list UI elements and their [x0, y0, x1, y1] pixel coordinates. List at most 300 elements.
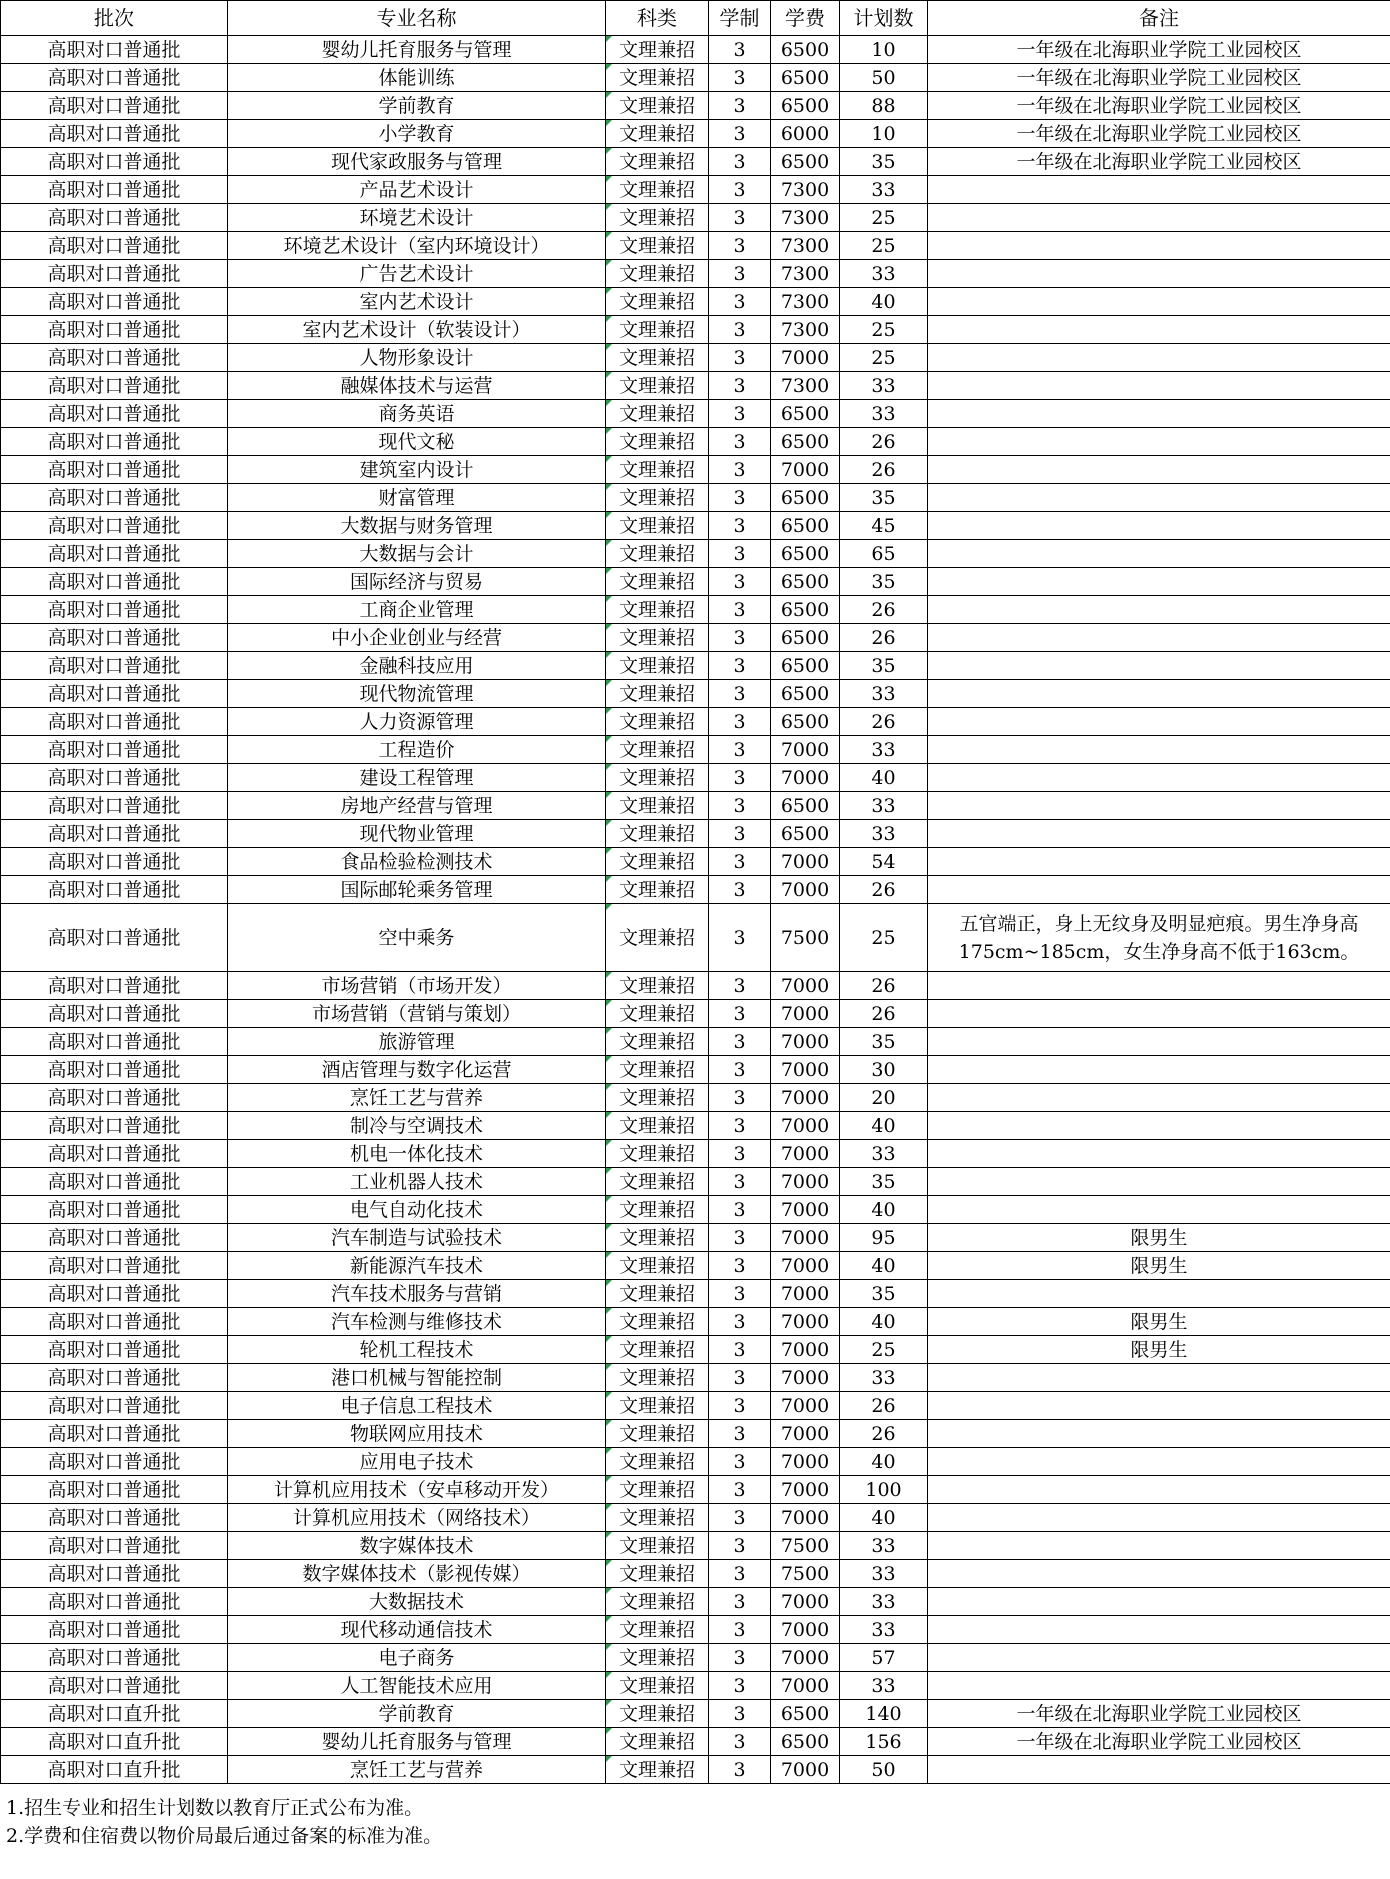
table-row [1, 1252, 1390, 1280]
table-row [1, 1140, 1390, 1168]
cell-duration: 3 [709, 1448, 771, 1476]
cell-major: 人力资源管理 [228, 708, 606, 736]
cell-duration: 3 [709, 232, 771, 260]
table-row [1, 1532, 1390, 1560]
cell-duration: 3 [709, 1084, 771, 1112]
cell-tuition: 7500 [771, 904, 840, 972]
table-row [1, 736, 1390, 764]
cell-duration: 3 [709, 316, 771, 344]
cell-subject: 文理兼招 [606, 1392, 709, 1420]
cell-remarks [928, 596, 1390, 624]
cell-subject: 文理兼招 [606, 148, 709, 176]
table-row [1, 792, 1390, 820]
cell-remarks [928, 1504, 1390, 1532]
cell-subject: 文理兼招 [606, 512, 709, 540]
cell-remarks [928, 176, 1390, 204]
cell-tuition: 7000 [771, 1224, 840, 1252]
cell-batch: 高职对口直升批 [1, 1700, 228, 1728]
cell-tuition: 7000 [771, 344, 840, 372]
cell-quota: 40 [840, 288, 928, 316]
col-header-quota: 计划数 [840, 1, 928, 36]
cell-duration: 3 [709, 904, 771, 972]
cell-tuition: 7000 [771, 1252, 840, 1280]
cell-duration: 3 [709, 680, 771, 708]
cell-tuition: 7000 [771, 1448, 840, 1476]
cell-batch: 高职对口普通批 [1, 92, 228, 120]
cell-major: 空中乘务 [228, 904, 606, 972]
cell-subject: 文理兼招 [606, 1672, 709, 1700]
cell-subject: 文理兼招 [606, 92, 709, 120]
cell-quota: 40 [840, 1504, 928, 1532]
cell-subject: 文理兼招 [606, 1756, 709, 1784]
cell-major: 新能源汽车技术 [228, 1252, 606, 1280]
cell-duration: 3 [709, 36, 771, 64]
cell-tuition: 7000 [771, 1756, 840, 1784]
cell-subject: 文理兼招 [606, 1308, 709, 1336]
cell-quota: 26 [840, 708, 928, 736]
cell-remarks [928, 708, 1390, 736]
cell-subject: 文理兼招 [606, 1700, 709, 1728]
cell-duration: 3 [709, 1364, 771, 1392]
cell-major: 婴幼儿托育服务与管理 [228, 36, 606, 64]
cell-tuition: 6500 [771, 820, 840, 848]
cell-tuition: 7000 [771, 1420, 840, 1448]
table-row [1, 1700, 1390, 1728]
cell-tuition: 7300 [771, 204, 840, 232]
table-row [1, 64, 1390, 92]
table-row [1, 148, 1390, 176]
cell-subject: 文理兼招 [606, 1476, 709, 1504]
cell-remarks [928, 260, 1390, 288]
cell-batch: 高职对口普通批 [1, 1448, 228, 1476]
cell-major: 汽车制造与试验技术 [228, 1224, 606, 1252]
cell-tuition: 7000 [771, 1392, 840, 1420]
cell-tuition: 6500 [771, 92, 840, 120]
cell-batch: 高职对口普通批 [1, 512, 228, 540]
cell-major: 大数据技术 [228, 1588, 606, 1616]
cell-major: 国际经济与贸易 [228, 568, 606, 596]
cell-duration: 3 [709, 540, 771, 568]
cell-remarks [928, 1532, 1390, 1560]
cell-subject: 文理兼招 [606, 540, 709, 568]
cell-tuition: 6500 [771, 148, 840, 176]
cell-tuition: 7000 [771, 1084, 840, 1112]
cell-quota: 33 [840, 400, 928, 428]
table-row [1, 344, 1390, 372]
cell-remarks [928, 1644, 1390, 1672]
cell-quota: 26 [840, 876, 928, 904]
cell-duration: 3 [709, 456, 771, 484]
cell-tuition: 7000 [771, 1364, 840, 1392]
cell-duration: 3 [709, 764, 771, 792]
cell-batch: 高职对口普通批 [1, 1364, 228, 1392]
cell-subject: 文理兼招 [606, 456, 709, 484]
cell-remarks [928, 428, 1390, 456]
table-row [1, 1000, 1390, 1028]
cell-remarks [928, 820, 1390, 848]
cell-duration: 3 [709, 1756, 771, 1784]
cell-subject: 文理兼招 [606, 204, 709, 232]
cell-remarks [928, 568, 1390, 596]
cell-major: 烹饪工艺与营养 [228, 1084, 606, 1112]
cell-batch: 高职对口普通批 [1, 456, 228, 484]
cell-quota: 20 [840, 1084, 928, 1112]
cell-quota: 25 [840, 316, 928, 344]
cell-quota: 26 [840, 624, 928, 652]
cell-quota: 33 [840, 680, 928, 708]
cell-remarks [928, 1588, 1390, 1616]
table-row [1, 1336, 1390, 1364]
cell-subject: 文理兼招 [606, 400, 709, 428]
cell-duration: 3 [709, 92, 771, 120]
cell-duration: 3 [709, 820, 771, 848]
cell-subject: 文理兼招 [606, 1532, 709, 1560]
cell-subject: 文理兼招 [606, 904, 709, 972]
cell-tuition: 7000 [771, 1504, 840, 1532]
table-row [1, 1392, 1390, 1420]
cell-remarks: 一年级在北海职业学院工业园校区 [928, 92, 1390, 120]
cell-batch: 高职对口普通批 [1, 1280, 228, 1308]
cell-remarks [928, 344, 1390, 372]
cell-duration: 3 [709, 1504, 771, 1532]
cell-subject: 文理兼招 [606, 708, 709, 736]
cell-quota: 35 [840, 568, 928, 596]
cell-remarks [928, 652, 1390, 680]
cell-remarks: 一年级在北海职业学院工业园校区 [928, 120, 1390, 148]
cell-quota: 35 [840, 1280, 928, 1308]
cell-major: 婴幼儿托育服务与管理 [228, 1728, 606, 1756]
table-row [1, 904, 1390, 972]
cell-remarks: 限男生 [928, 1336, 1390, 1364]
table-row [1, 1644, 1390, 1672]
table-row [1, 204, 1390, 232]
cell-quota: 26 [840, 428, 928, 456]
cell-remarks: 一年级在北海职业学院工业园校区 [928, 64, 1390, 92]
cell-quota: 35 [840, 652, 928, 680]
cell-batch: 高职对口普通批 [1, 1420, 228, 1448]
cell-subject: 文理兼招 [606, 596, 709, 624]
cell-remarks [928, 1672, 1390, 1700]
cell-remarks: 限男生 [928, 1308, 1390, 1336]
cell-batch: 高职对口普通批 [1, 428, 228, 456]
cell-quota: 30 [840, 1056, 928, 1084]
cell-batch: 高职对口普通批 [1, 148, 228, 176]
cell-duration: 3 [709, 484, 771, 512]
cell-quota: 33 [840, 736, 928, 764]
cell-quota: 40 [840, 1252, 928, 1280]
cell-tuition: 7300 [771, 316, 840, 344]
cell-major: 小学教育 [228, 120, 606, 148]
table-row [1, 1196, 1390, 1224]
cell-batch: 高职对口普通批 [1, 708, 228, 736]
cell-remarks: 一年级在北海职业学院工业园校区 [928, 1700, 1390, 1728]
table-row [1, 624, 1390, 652]
cell-quota: 40 [840, 1448, 928, 1476]
cell-subject: 文理兼招 [606, 1252, 709, 1280]
cell-quota: 45 [840, 512, 928, 540]
cell-subject: 文理兼招 [606, 820, 709, 848]
cell-remarks [928, 1364, 1390, 1392]
cell-duration: 3 [709, 1420, 771, 1448]
cell-subject: 文理兼招 [606, 372, 709, 400]
cell-subject: 文理兼招 [606, 1448, 709, 1476]
cell-subject: 文理兼招 [606, 1084, 709, 1112]
cell-remarks [928, 876, 1390, 904]
cell-major: 商务英语 [228, 400, 606, 428]
cell-tuition: 7500 [771, 1532, 840, 1560]
cell-duration: 3 [709, 1140, 771, 1168]
col-header-remarks: 备注 [928, 1, 1390, 36]
cell-subject: 文理兼招 [606, 1168, 709, 1196]
cell-batch: 高职对口普通批 [1, 848, 228, 876]
cell-quota: 35 [840, 484, 928, 512]
cell-major: 现代移动通信技术 [228, 1616, 606, 1644]
cell-remarks [928, 204, 1390, 232]
cell-tuition: 7000 [771, 972, 840, 1000]
cell-batch: 高职对口普通批 [1, 372, 228, 400]
cell-major: 体能训练 [228, 64, 606, 92]
cell-quota: 33 [840, 176, 928, 204]
table-row [1, 1672, 1390, 1700]
table-row [1, 876, 1390, 904]
cell-major: 金融科技应用 [228, 652, 606, 680]
cell-remarks [928, 372, 1390, 400]
cell-remarks [928, 1028, 1390, 1056]
cell-batch: 高职对口普通批 [1, 876, 228, 904]
cell-remarks [928, 484, 1390, 512]
cell-remarks [928, 1196, 1390, 1224]
cell-remarks [928, 1560, 1390, 1588]
cell-quota: 100 [840, 1476, 928, 1504]
cell-duration: 3 [709, 1056, 771, 1084]
cell-tuition: 7300 [771, 288, 840, 316]
cell-tuition: 6500 [771, 792, 840, 820]
cell-major: 学前教育 [228, 92, 606, 120]
cell-major: 室内艺术设计（软装设计） [228, 316, 606, 344]
cell-tuition: 7300 [771, 232, 840, 260]
cell-major: 现代物业管理 [228, 820, 606, 848]
cell-quota: 25 [840, 1336, 928, 1364]
cell-batch: 高职对口普通批 [1, 1392, 228, 1420]
cell-subject: 文理兼招 [606, 1616, 709, 1644]
cell-batch: 高职对口直升批 [1, 1756, 228, 1784]
cell-tuition: 7000 [771, 1672, 840, 1700]
cell-remarks [928, 1392, 1390, 1420]
cell-major: 酒店管理与数字化运营 [228, 1056, 606, 1084]
cell-duration: 3 [709, 148, 771, 176]
cell-subject: 文理兼招 [606, 736, 709, 764]
cell-major: 汽车检测与维修技术 [228, 1308, 606, 1336]
cell-subject: 文理兼招 [606, 232, 709, 260]
cell-quota: 33 [840, 792, 928, 820]
table-row [1, 1112, 1390, 1140]
cell-duration: 3 [709, 1252, 771, 1280]
cell-tuition: 7300 [771, 176, 840, 204]
cell-subject: 文理兼招 [606, 484, 709, 512]
footnotes [6, 1794, 442, 1850]
cell-major: 市场营销（营销与策划） [228, 1000, 606, 1028]
cell-subject: 文理兼招 [606, 316, 709, 344]
table-row [1, 1504, 1390, 1532]
cell-tuition: 7000 [771, 1588, 840, 1616]
table-row [1, 176, 1390, 204]
table-row [1, 1224, 1390, 1252]
cell-tuition: 7000 [771, 456, 840, 484]
cell-remarks [928, 1112, 1390, 1140]
cell-remarks: 一年级在北海职业学院工业园校区 [928, 36, 1390, 64]
cell-duration: 3 [709, 1700, 771, 1728]
cell-major: 计算机应用技术（安卓移动开发） [228, 1476, 606, 1504]
cell-subject: 文理兼招 [606, 568, 709, 596]
cell-duration: 3 [709, 1728, 771, 1756]
cell-tuition: 6500 [771, 1728, 840, 1756]
cell-major: 制冷与空调技术 [228, 1112, 606, 1140]
table-row [1, 764, 1390, 792]
cell-batch: 高职对口普通批 [1, 288, 228, 316]
cell-quota: 57 [840, 1644, 928, 1672]
cell-duration: 3 [709, 64, 771, 92]
cell-batch: 高职对口普通批 [1, 1028, 228, 1056]
table-row [1, 1084, 1390, 1112]
cell-duration: 3 [709, 1112, 771, 1140]
table-row [1, 1476, 1390, 1504]
col-header-major: 专业名称 [228, 1, 606, 36]
cell-remarks [928, 1168, 1390, 1196]
table-row [1, 1056, 1390, 1084]
cell-major: 环境艺术设计（室内环境设计） [228, 232, 606, 260]
footnote-1: 1.招生专业和招生计划数以教育厅正式公布为准。 [6, 1797, 424, 1819]
table-row [1, 456, 1390, 484]
cell-subject: 文理兼招 [606, 64, 709, 92]
cell-subject: 文理兼招 [606, 1560, 709, 1588]
cell-subject: 文理兼招 [606, 1644, 709, 1672]
cell-major: 机电一体化技术 [228, 1140, 606, 1168]
cell-duration: 3 [709, 1644, 771, 1672]
cell-duration: 3 [709, 1616, 771, 1644]
cell-subject: 文理兼招 [606, 1224, 709, 1252]
table-row [1, 652, 1390, 680]
cell-batch: 高职对口普通批 [1, 484, 228, 512]
cell-tuition: 7000 [771, 1280, 840, 1308]
cell-quota: 65 [840, 540, 928, 568]
cell-tuition: 6500 [771, 652, 840, 680]
cell-major: 数字媒体技术（影视传媒） [228, 1560, 606, 1588]
cell-subject: 文理兼招 [606, 1336, 709, 1364]
cell-batch: 高职对口普通批 [1, 904, 228, 972]
cell-tuition: 6500 [771, 708, 840, 736]
cell-tuition: 6500 [771, 64, 840, 92]
cell-batch: 高职对口普通批 [1, 540, 228, 568]
cell-remarks [928, 972, 1390, 1000]
cell-tuition: 7000 [771, 1140, 840, 1168]
cell-quota: 54 [840, 848, 928, 876]
cell-tuition: 7000 [771, 1616, 840, 1644]
cell-duration: 3 [709, 568, 771, 596]
cell-major: 食品检验检测技术 [228, 848, 606, 876]
cell-remarks [928, 736, 1390, 764]
cell-duration: 3 [709, 176, 771, 204]
cell-tuition: 7000 [771, 1056, 840, 1084]
cell-batch: 高职对口普通批 [1, 736, 228, 764]
cell-subject: 文理兼招 [606, 1196, 709, 1224]
cell-subject: 文理兼招 [606, 876, 709, 904]
cell-tuition: 7000 [771, 764, 840, 792]
cell-tuition: 6500 [771, 512, 840, 540]
cell-tuition: 6500 [771, 484, 840, 512]
cell-subject: 文理兼招 [606, 260, 709, 288]
cell-batch: 高职对口普通批 [1, 764, 228, 792]
cell-duration: 3 [709, 204, 771, 232]
cell-quota: 25 [840, 904, 928, 972]
cell-batch: 高职对口普通批 [1, 204, 228, 232]
cell-major: 室内艺术设计 [228, 288, 606, 316]
cell-tuition: 7300 [771, 372, 840, 400]
cell-batch: 高职对口普通批 [1, 120, 228, 148]
cell-batch: 高职对口普通批 [1, 820, 228, 848]
cell-subject: 文理兼招 [606, 1728, 709, 1756]
cell-tuition: 7000 [771, 1196, 840, 1224]
cell-tuition: 6500 [771, 680, 840, 708]
cell-tuition: 6500 [771, 400, 840, 428]
cell-tuition: 6500 [771, 596, 840, 624]
table-row [1, 972, 1390, 1000]
cell-tuition: 6500 [771, 1700, 840, 1728]
cell-major: 市场营销（市场开发） [228, 972, 606, 1000]
cell-remarks [928, 1140, 1390, 1168]
cell-duration: 3 [709, 428, 771, 456]
cell-quota: 33 [840, 1364, 928, 1392]
cell-major: 电子信息工程技术 [228, 1392, 606, 1420]
cell-quota: 50 [840, 64, 928, 92]
table-row [1, 92, 1390, 120]
cell-quota: 26 [840, 1420, 928, 1448]
cell-subject: 文理兼招 [606, 1028, 709, 1056]
cell-subject: 文理兼招 [606, 792, 709, 820]
cell-batch: 高职对口普通批 [1, 652, 228, 680]
cell-major: 中小企业创业与经营 [228, 624, 606, 652]
footnote-2: 2.学费和住宿费以物价局最后通过备案的标准为准。 [6, 1825, 443, 1847]
cell-duration: 3 [709, 708, 771, 736]
cell-remarks [928, 764, 1390, 792]
cell-batch: 高职对口普通批 [1, 316, 228, 344]
cell-major: 广告艺术设计 [228, 260, 606, 288]
table-row [1, 232, 1390, 260]
cell-subject: 文理兼招 [606, 1140, 709, 1168]
cell-tuition: 7000 [771, 848, 840, 876]
table-row [1, 1728, 1390, 1756]
cell-duration: 3 [709, 1308, 771, 1336]
col-header-subject: 科类 [606, 1, 709, 36]
table-row [1, 484, 1390, 512]
cell-quota: 26 [840, 1392, 928, 1420]
cell-remarks [928, 1448, 1390, 1476]
cell-remarks [928, 1420, 1390, 1448]
cell-duration: 3 [709, 736, 771, 764]
cell-remarks [928, 400, 1390, 428]
cell-subject: 文理兼招 [606, 428, 709, 456]
cell-quota: 33 [840, 1616, 928, 1644]
cell-duration: 3 [709, 848, 771, 876]
table-row [1, 120, 1390, 148]
cell-batch: 高职对口直升批 [1, 1728, 228, 1756]
cell-duration: 3 [709, 1000, 771, 1028]
cell-tuition: 7000 [771, 736, 840, 764]
cell-major: 建筑室内设计 [228, 456, 606, 484]
cell-remarks [928, 1476, 1390, 1504]
table-row [1, 316, 1390, 344]
cell-duration: 3 [709, 1280, 771, 1308]
cell-remarks [928, 316, 1390, 344]
